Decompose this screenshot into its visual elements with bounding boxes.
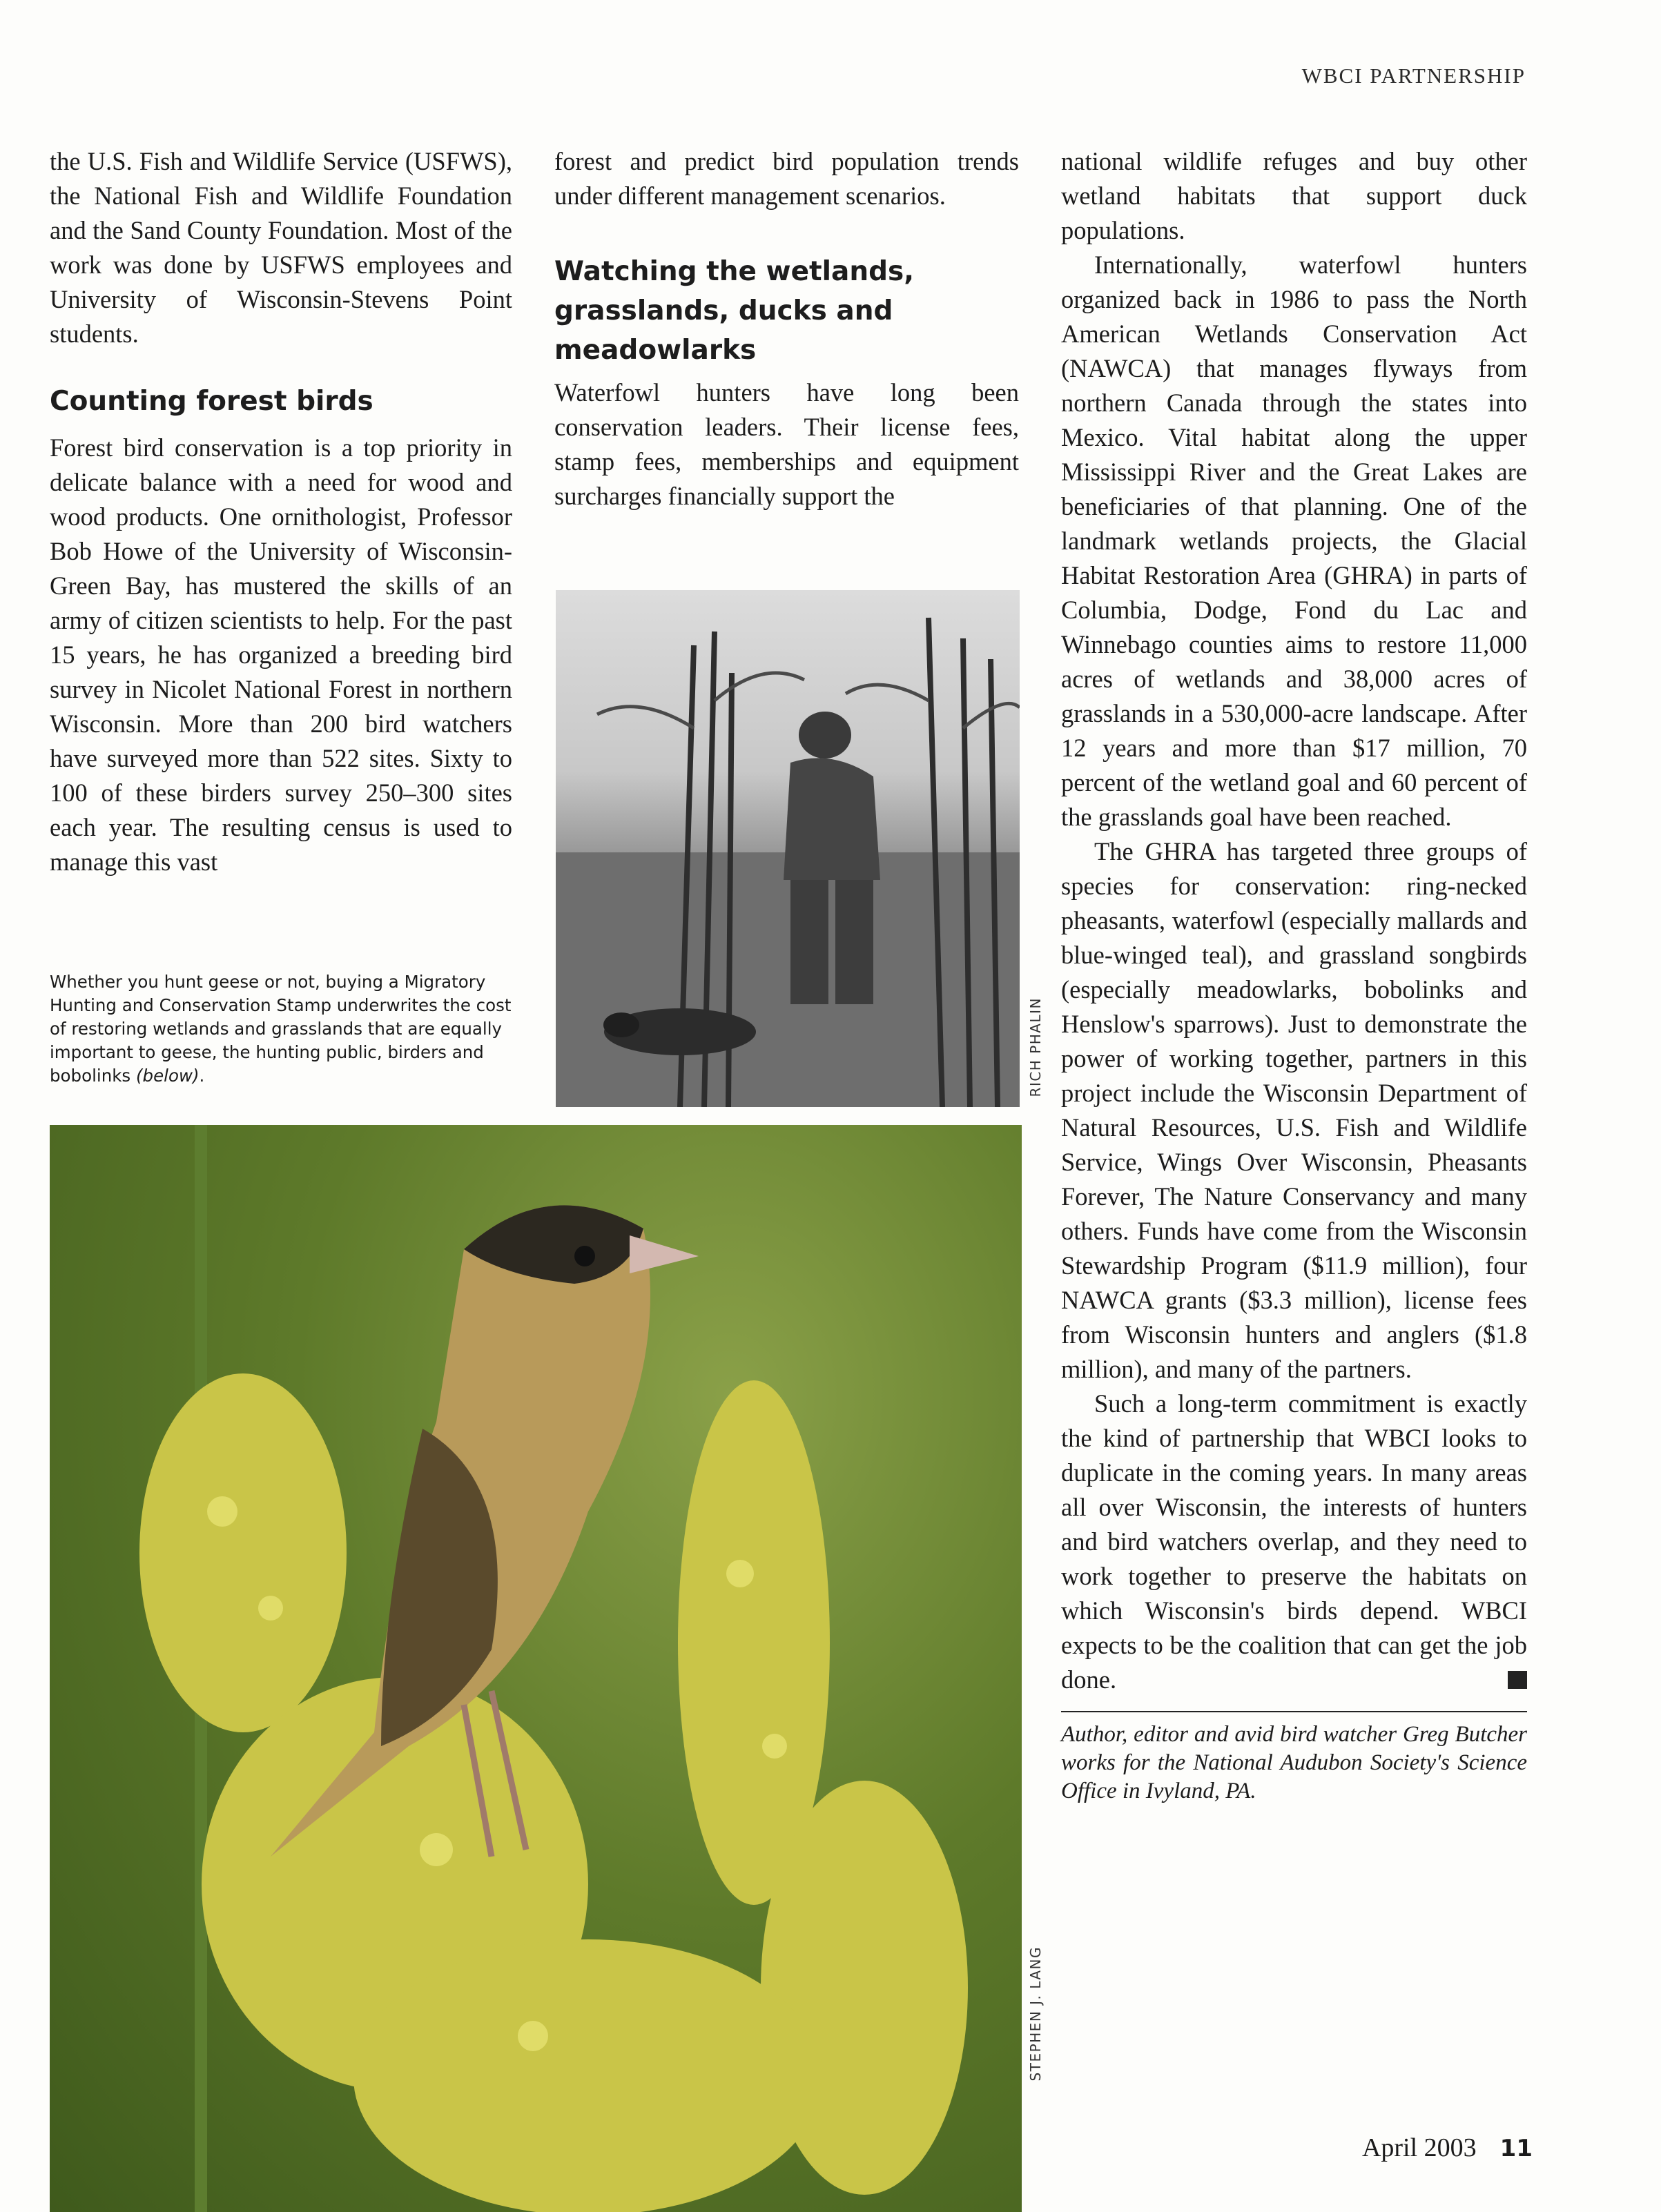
paragraph: The GHRA has targeted three groups of species for conservation: ring-necked pheasants, waterfowl (especially mallards and blue-winged teal), and grassland songbirds (especially meadowlarks, bobolinks and Henslow's sparrows). Just to demonstrate the power of working together, partners in this project include the Wisconsin Department of Natural Resources, U.S. Fish and Wildlife Service, Wings Over Wisconsin, Pheasants Forever, The Nature Conservancy and many others. Funds have come from the Wisconsin Stewardship Program ($11.9 million), four NAWCA grants ($3.3 million), license fees from Wisconsin hunters and anglers ($1.8 million), and many of the partners. [1061,837,1527,1383]
author-bio: Author, editor and avid bird watcher Greg Butcher works for the National Audubon Society's Science Office in Ivyland, PA. [1061,1722,1527,1803]
paragraph [1061,1387,1527,1697]
end-mark-icon [1508,1671,1527,1689]
author-bio-box [1061,1711,1527,1805]
caption-end: . [199,1066,205,1086]
paragraph: Forest bird conservation is a top priority in delicate balance with a need for wood and wood products. One ornithologist, Professor Bob Howe of the University of Wisconsin-Green Bay, has mustered the skills of an army of citizen scientists to help. For the past 15 years, he has organized a breeding bird survey in Nicolet National Forest in northern Wisconsin. More than 200 bird watchers have surveyed more than 522 sites. Sixty to 100 of these birders survey 250–300 sites each year. The resulting census is used to manage this vast [50,433,512,876]
paragraph: forest and predict bird population trends under different management scenarios. [554,147,1019,210]
paragraph: Waterfowl hunters have long been conservation leaders. Their license fees, stamp fees, memberships and equipment surcharges financially support the [554,378,1019,510]
column-middle [554,144,1019,513]
section-header: WBCI PARTNERSHIP [1301,63,1526,88]
column-right [1061,144,1527,1805]
bobolink-illustration [50,1125,1022,2212]
caption-text: Whether you hunt geese or not, buying a Migratory Hunting and Conservation Stamp underwrites the cost of restoring wetlands and grasslands that are equally important to geese, the hunting public, birders and bobolinks [50,972,512,1086]
section-heading: Watching the wetlands, grasslands, ducks and meadowlarks [554,256,915,366]
caption-italic: (below) [135,1066,200,1086]
paragraph: Internationally, waterfowl hunters organized back in 1986 to pass the North American Wetlands Conservation Act (NAWCA) that manages flyways from northern Canada through the states into Mexico. Vital habitat along the upper Mississippi River and the Great Lakes are beneficiaries of that planning. One of the landmark wetlands projects, the Glacial Habitat Restoration Area (GHRA) in parts of Columbia, Dodge, Fond du Lac and Winnebago counties aims to restore 11,000 acres of wetlands and 38,000 acres of grasslands in a 530,000-acre landscape. After 12 years and more than $17 million, 70 percent of the wetland goal and 60 percent of the grasslands goal have been reached. [1061,251,1527,831]
hunter-illustration [556,590,1020,1107]
photo-caption [50,970,512,1088]
photo-credit: STEPHEN J. LANG [1027,1946,1044,2082]
page-number: 11 [1499,2135,1533,2162]
column-left [50,144,512,879]
paragraph: national wildlife refuges and buy other wetland habitats that support duck populations. [1061,147,1527,244]
issue-date: April 2003 [1361,2133,1477,2162]
hunter-photo [556,590,1020,1107]
bobolink-photo [50,1125,1022,2212]
paragraph-text: Such a long-term commitment is exactly the kind of partnership that WBCI looks to duplicate in the coming years. In many areas all over Wisconsin, the interests of hunters and bird watchers overlap, and they need to work together to preserve the habitats on which Wisconsin's birds depend. WBCI expects to be the coalition that can get the job done. [1061,1389,1527,1694]
paragraph: the U.S. Fish and Wildlife Service (USFWS), the National Fish and Wildlife Foundation and the Sand County Foundation. Most of the work was done by USFWS employees and University of Wisconsin-Stevens Point students. [50,147,512,348]
photo-credit: RICH PHALIN [1027,997,1044,1097]
page-footer [1362,2133,1533,2163]
section-heading: Counting forest birds [50,386,373,417]
